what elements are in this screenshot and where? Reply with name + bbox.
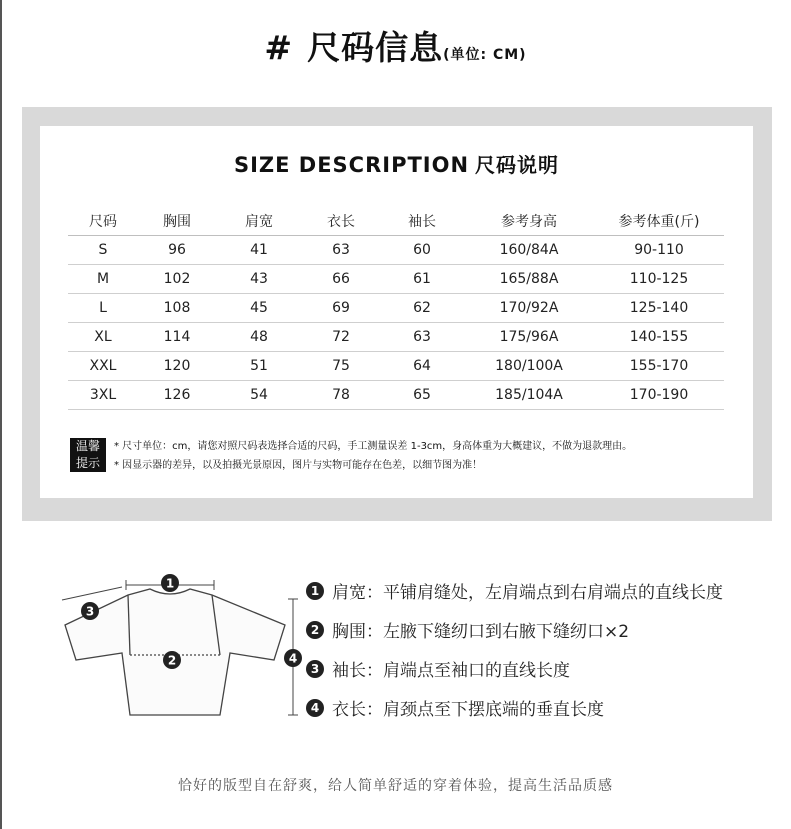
table-cell: 170-190: [594, 381, 724, 410]
table-row: [68, 294, 724, 323]
marker-1-label: 1: [165, 576, 175, 591]
table-cell: 125-140: [594, 294, 724, 323]
measure-text: 肩宽：平铺肩缝处，左肩端点到右肩端点的直线长度: [332, 583, 723, 603]
table-row: [68, 381, 724, 410]
measurement-list: [306, 571, 723, 727]
table-cell: 43: [216, 265, 302, 294]
marker-3-label: 3: [85, 604, 95, 619]
size-description-heading: [40, 149, 753, 178]
footer-slogan: 恰好的版型自在舒爽，给人简单舒适的穿着体验，提高生活品质感: [178, 778, 613, 794]
table-cell: 75: [302, 352, 380, 381]
measure-item-sleeve: [306, 649, 723, 688]
table-cell: 69: [302, 294, 380, 323]
table-row: [68, 352, 724, 381]
table-cell: 45: [216, 294, 302, 323]
size-heading-cn: 尺码说明: [475, 153, 560, 177]
size-card: [40, 126, 753, 498]
column-header: 参考身高: [464, 206, 594, 236]
number-2-icon: 2: [306, 621, 324, 639]
table-cell: 120: [138, 352, 216, 381]
table-cell: 61: [380, 265, 464, 294]
page-title: [0, 22, 791, 69]
table-cell: 54: [216, 381, 302, 410]
table-cell: 66: [302, 265, 380, 294]
marker-4-label: 4: [288, 651, 298, 666]
table-cell: 90-110: [594, 236, 724, 265]
table-cell: 41: [216, 236, 302, 265]
column-header: 参考体重(斤): [594, 206, 724, 236]
number-1-icon: 1: [306, 582, 324, 600]
marker-2-icon: [163, 651, 181, 669]
number-3-icon: 3: [306, 660, 324, 678]
table-cell: 165/88A: [464, 265, 594, 294]
table-cell: 63: [302, 236, 380, 265]
table-cell: XL: [68, 323, 138, 352]
measure-text: 袖长：肩端点至袖口的直线长度: [332, 661, 570, 681]
column-header: 袖长: [380, 206, 464, 236]
table-cell: 170/92A: [464, 294, 594, 323]
table-cell: 72: [302, 323, 380, 352]
table-cell: 155-170: [594, 352, 724, 381]
table-cell: 185/104A: [464, 381, 594, 410]
sleeve-measure-line: [62, 587, 122, 600]
tips-text: [114, 437, 632, 475]
table-cell: 3XL: [68, 381, 138, 410]
table-cell: 96: [138, 236, 216, 265]
tips-badge-line2: 提示: [75, 456, 100, 470]
hash-mark: #: [264, 28, 294, 67]
table-cell: 160/84A: [464, 236, 594, 265]
table-cell: 110-125: [594, 265, 724, 294]
column-header: 肩宽: [216, 206, 302, 236]
table-cell: 60: [380, 236, 464, 265]
unit-note: (单位: CM): [443, 47, 527, 63]
table-cell: 63: [380, 323, 464, 352]
size-table: [68, 206, 724, 410]
column-header: 胸围: [138, 206, 216, 236]
table-cell: 78: [302, 381, 380, 410]
left-edge-line: [0, 0, 2, 829]
marker-3-icon: [81, 602, 99, 620]
table-cell: 48: [216, 323, 302, 352]
table-cell: 64: [380, 352, 464, 381]
page-title-text: 尺码信息: [307, 28, 444, 67]
table-cell: 51: [216, 352, 302, 381]
garment-diagram: [50, 565, 310, 730]
table-row: [68, 265, 724, 294]
number-4-icon: 4: [306, 699, 324, 717]
table-cell: XXL: [68, 352, 138, 381]
marker-4-icon: [284, 649, 302, 667]
size-heading-en: SIZE DESCRIPTION: [233, 153, 470, 177]
table-row: [68, 323, 724, 352]
table-cell: 62: [380, 294, 464, 323]
table-row: [68, 236, 724, 265]
table-cell: L: [68, 294, 138, 323]
table-cell: 65: [380, 381, 464, 410]
table-cell: 114: [138, 323, 216, 352]
tip-line-1: * 尺寸单位：cm，请您对照尺码表选择合适的尺码，手工测量误差 1-3cm，身高体重为大概建议，不做为退款理由。: [114, 441, 633, 452]
measure-item-length: [306, 688, 723, 727]
table-header-row: [68, 206, 724, 236]
tips-badge: [70, 438, 106, 472]
measure-text: 胸围：左腋下缝纫口到右腋下缝纫口×2: [332, 622, 630, 642]
table-cell: 108: [138, 294, 216, 323]
marker-2-label: 2: [167, 653, 177, 668]
measure-item-chest: [306, 610, 723, 649]
table-cell: 102: [138, 265, 216, 294]
measure-item-shoulder: [306, 571, 723, 610]
measure-text: 衣长：肩颈点至下摆底端的垂直长度: [332, 700, 604, 720]
table-cell: 180/100A: [464, 352, 594, 381]
tips-badge-line1: 温馨: [75, 439, 100, 453]
column-header: 衣长: [302, 206, 380, 236]
table-cell: 140-155: [594, 323, 724, 352]
column-header: 尺码: [68, 206, 138, 236]
table-cell: M: [68, 265, 138, 294]
table-cell: S: [68, 236, 138, 265]
table-cell: 175/96A: [464, 323, 594, 352]
tip-line-2: * 因显示器的差异，以及拍摄光景原因，图片与实物可能存在色差，以细节图为准！: [114, 460, 483, 471]
marker-1-icon: [161, 574, 179, 592]
table-cell: 126: [138, 381, 216, 410]
